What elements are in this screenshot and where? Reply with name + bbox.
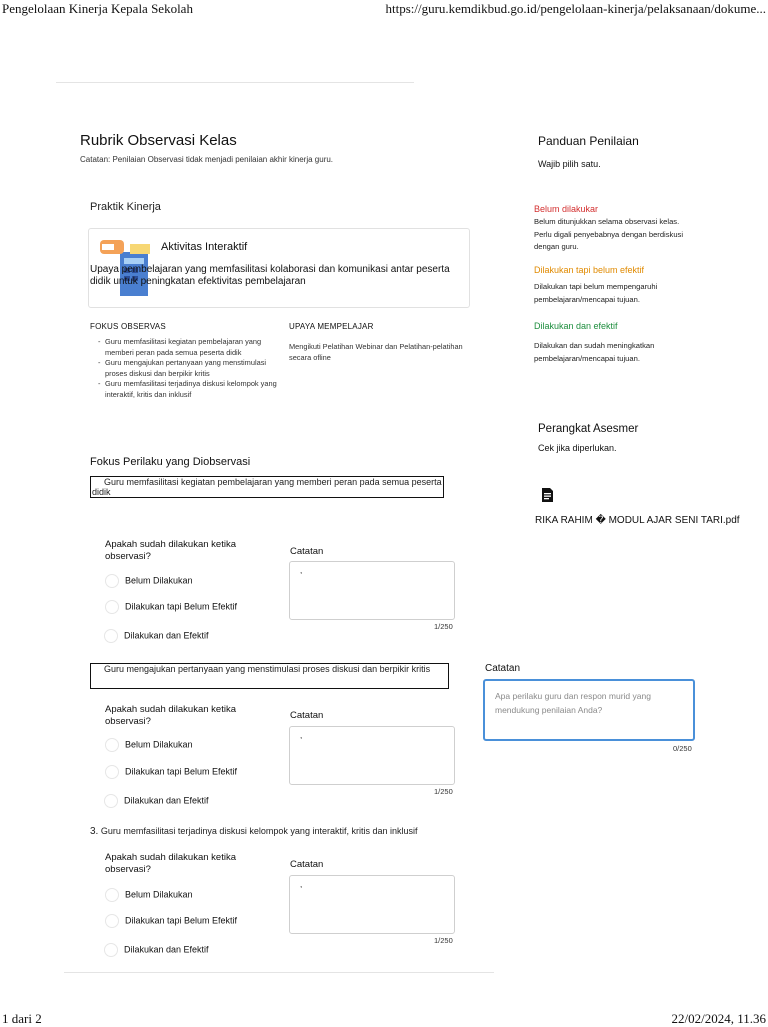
radio-belum-dilakukan[interactable] — [105, 574, 193, 588]
radio-belum-efektif[interactable] — [105, 765, 237, 779]
perangkat-asesmen-title: Perangkat Asesmer — [538, 423, 639, 435]
text-cursor: , — [300, 880, 303, 889]
question-number: 3. — [90, 826, 99, 837]
catatan-label: Catatan — [290, 710, 324, 721]
option-label: Dilakukan dan Efektif — [124, 630, 209, 641]
textarea-placeholder: Apa perilaku guru dan respon murid yang mendukung penilaian Anda? — [495, 691, 651, 715]
popup-catatan-label: Catatan — [485, 663, 521, 674]
radio-icon[interactable] — [105, 574, 119, 588]
print-page-title: Pengelolaan Kinerja Kepala Sekolah — [2, 1, 193, 16]
card-title: Aktivitas Interaktif — [161, 241, 248, 253]
option-label: Dilakukan tapi Belum Efektif — [125, 766, 238, 777]
upaya-heading: UPAYA MEMPELAJAR — [289, 322, 374, 331]
observed-question: Apakah sudah dilakukan ketika observasi? — [105, 539, 236, 562]
status-belum-efektif-desc: Dilakukan tapi belum mempengaruhi pembelajaran/mencapai tujuan. — [534, 282, 658, 304]
option-label: Dilakukan dan Efektif — [124, 795, 209, 806]
option-label: Dilakukan tapi Belum Efektif — [125, 915, 238, 926]
text-cursor: , — [300, 731, 303, 740]
radio-icon[interactable] — [105, 888, 119, 902]
popup-char-count: 0/250 — [673, 744, 692, 753]
option-label: Belum Dilakukan — [125, 575, 193, 586]
top-divider — [56, 82, 414, 83]
radio-icon[interactable] — [105, 914, 119, 928]
char-count: 1/250 — [434, 936, 453, 945]
option-label: Dilakukan dan Efektif — [124, 944, 209, 955]
print-page-number: 1 dari 2 — [2, 1011, 42, 1026]
fokus-observasi-list — [98, 337, 278, 401]
behavior-question-1 — [90, 476, 444, 498]
radio-icon[interactable] — [105, 738, 119, 752]
card-description: Upaya pembelajaran yang memfasilitasi kolaborasi dan komunikasi antar peserta didik untuk peningkatan efektivitas pembelajaran — [90, 264, 450, 287]
page-note: Catatan: Penilaian Observasi tidak menjadi penilaian akhir kinerja guru. — [80, 155, 334, 164]
fokus-observasi-heading: FOKUS OBSERVAS — [90, 322, 166, 331]
radio-belum-dilakukan[interactable] — [105, 738, 193, 752]
radio-icon[interactable] — [104, 629, 118, 643]
behavior-question-2 — [90, 663, 449, 689]
char-count: 1/250 — [434, 787, 453, 796]
fokus-perilaku-title: Fokus Perilaku yang Diobservasi — [90, 456, 251, 468]
option-label: Belum Dilakukan — [125, 889, 193, 900]
radio-icon[interactable] — [105, 600, 119, 614]
print-timestamp: 22/02/2024, 11.36 — [671, 1011, 766, 1026]
catatan-textarea[interactable] — [289, 875, 455, 934]
radio-icon[interactable] — [104, 943, 118, 957]
status-efektif: Dilakukan dan efektif — [534, 321, 618, 331]
question-text: Guru memfasilitasi terjadinya diskusi kelompok yang interaktif, kritis dan inklusif — [100, 826, 418, 836]
radio-icon[interactable] — [105, 765, 119, 779]
option-label: Belum Dilakukan — [125, 739, 193, 750]
radio-belum-dilakukan[interactable] — [105, 888, 193, 902]
praktik-kinerja-label: Praktik Kinerja — [90, 201, 161, 213]
attached-file-name[interactable]: RIKA RAHIM � MODUL AJAR SENI TARI.pdf — [535, 515, 740, 526]
page-title: Rubrik Observasi Kelas — [80, 132, 237, 149]
radio-icon[interactable] — [104, 794, 118, 808]
radio-belum-efektif[interactable] — [105, 600, 237, 614]
option-label: Dilakukan tapi Belum Efektif — [125, 601, 238, 612]
catatan-label: Catatan — [290, 859, 324, 870]
list-item: - Guru memfasilitasi terjadinya diskusi kelompok yang interaktif, kritis dan inklusif — [98, 379, 278, 400]
radio-efektif[interactable] — [104, 943, 209, 957]
panduan-title: Panduan Penilaian — [538, 134, 639, 148]
document-icon[interactable] — [541, 488, 554, 502]
panduan-subtitle: Wajib pilih satu. — [538, 159, 601, 169]
catatan-textarea[interactable] — [289, 561, 455, 620]
list-item: - Guru memfasilitasi kegiatan pembelajaran yang memberi peran pada semua peserta didik — [98, 337, 278, 358]
upaya-text: Mengikuti Pelatihan Webinar dan Pelatihan-pelatihan secara ofline — [289, 342, 463, 362]
radio-belum-efektif[interactable] — [105, 914, 237, 928]
popup-catatan-textarea[interactable] — [483, 679, 695, 741]
catatan-textarea[interactable] — [289, 726, 455, 785]
print-url: https://guru.kemdikbud.go.id/pengelolaan-kinerja/pelaksanaan/dokume... — [385, 1, 766, 16]
catatan-label: Catatan — [290, 546, 324, 557]
status-belum-dilakukan-desc: Belum ditunjukkan selama observasi kelas. Perlu digali penyebabnya dengan berdiskusi dengan guru. — [534, 217, 684, 251]
observed-question: Apakah sudah dilakukan ketika observasi? — [105, 704, 236, 727]
radio-efektif[interactable] — [104, 629, 209, 643]
status-efektif-desc: Dilakukan dan sudah meningkatkan pembelajaran/mencapai tujuan. — [534, 341, 655, 363]
status-belum-efektif: Dilakukan tapi belum efektif — [534, 265, 645, 275]
list-item: - Guru mengajukan pertanyaan yang menstimulasi proses diskusi dan berpikir kritis — [98, 358, 278, 379]
question-text: Guru memfasilitasi kegiatan pembelajaran yang memberi peran pada semua peserta didik — [92, 477, 442, 497]
perangkat-asesmen-subtitle: Cek jika diperlukan. — [538, 443, 617, 453]
text-cursor: , — [300, 566, 303, 575]
char-count: 1/250 — [434, 622, 453, 631]
status-belum-dilakukan: Belum dilakukar — [534, 204, 599, 214]
radio-efektif[interactable] — [104, 794, 209, 808]
observed-question: Apakah sudah dilakukan ketika observasi? — [105, 852, 236, 875]
behavior-question-3 — [90, 826, 470, 837]
bottom-divider — [64, 972, 494, 973]
question-text: Guru mengajukan pertanyaan yang menstimulasi proses diskusi dan berpikir kritis — [104, 664, 431, 674]
